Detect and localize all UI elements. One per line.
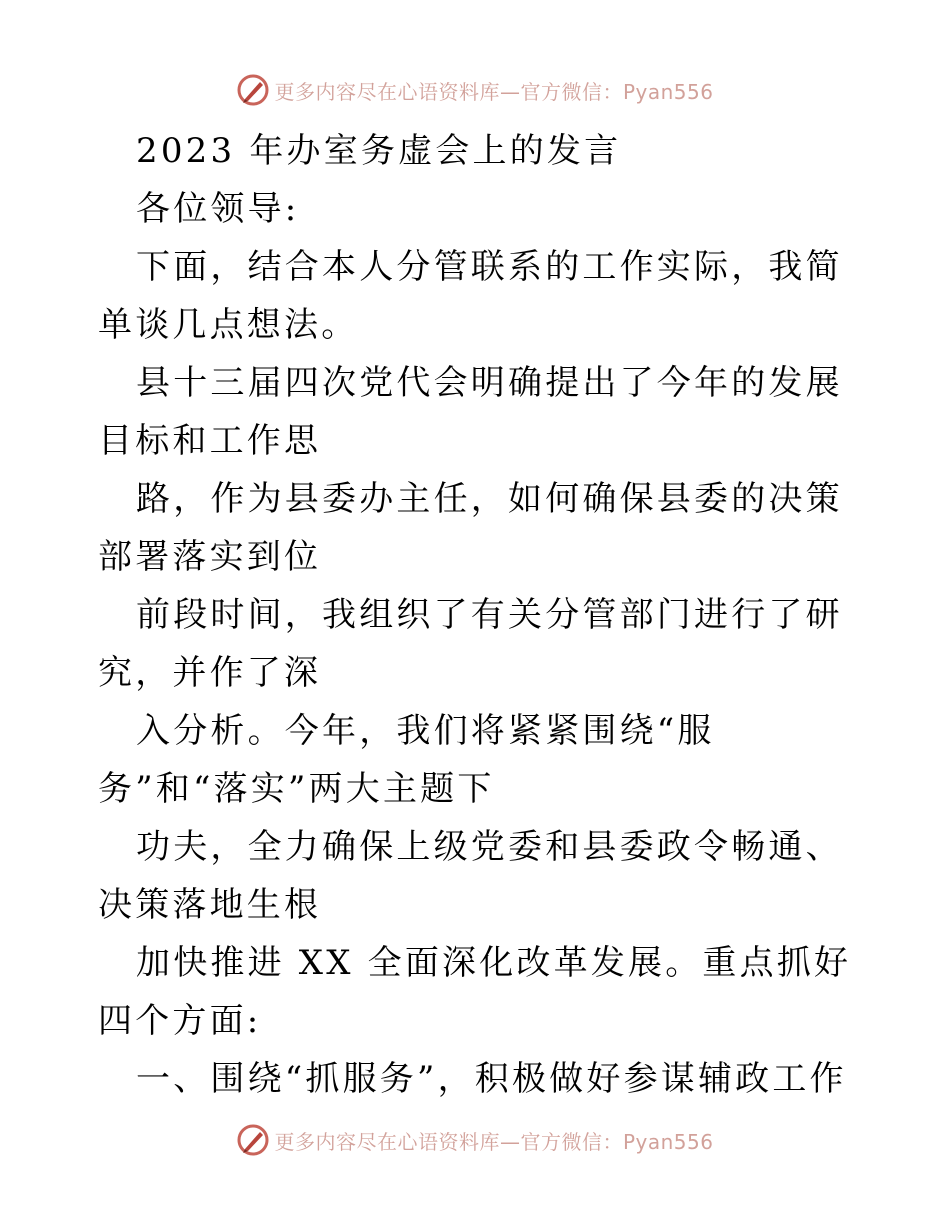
quill-pen-circle-icon — [236, 1123, 270, 1157]
paragraph: 入分析。今年，我们将紧紧围绕“服务”和“落实”两大主题下 — [98, 711, 715, 809]
paragraph: 前段时间，我组织了有关分管部门进行了研究，并作了深 — [98, 595, 843, 693]
document-body — [98, 122, 858, 1108]
section-heading: 一、围绕“抓服务”，积极做好参谋辅政工作 — [136, 1059, 847, 1099]
salutation: 各位领导: — [136, 189, 300, 229]
paragraph: 加快推进 XX 全面深化改革发展。重点抓好四个方面: — [98, 943, 852, 1041]
paragraph: 功夫，全力确保上级党委和县委政令畅通、决策落地生根 — [98, 827, 843, 925]
footer-watermark — [0, 1120, 950, 1160]
quill-pen-circle-icon — [236, 73, 270, 107]
header-watermark — [0, 70, 950, 110]
paragraph: 路，作为县委办主任，如何确保县委的决策部署落实到位 — [98, 479, 843, 577]
paragraph: 下面，结合本人分管联系的工作实际，我简单谈几点想法。 — [98, 247, 843, 345]
watermark-text: 更多内容尽在心语资料库—官方微信：Pyan556 — [274, 1129, 714, 1154]
document-title: 2023 年办室务虚会上的发言 — [136, 131, 622, 171]
watermark-text: 更多内容尽在心语资料库—官方微信：Pyan556 — [274, 79, 714, 104]
paragraph: 县十三届四次党代会明确提出了今年的发展目标和工作思 — [98, 363, 843, 461]
